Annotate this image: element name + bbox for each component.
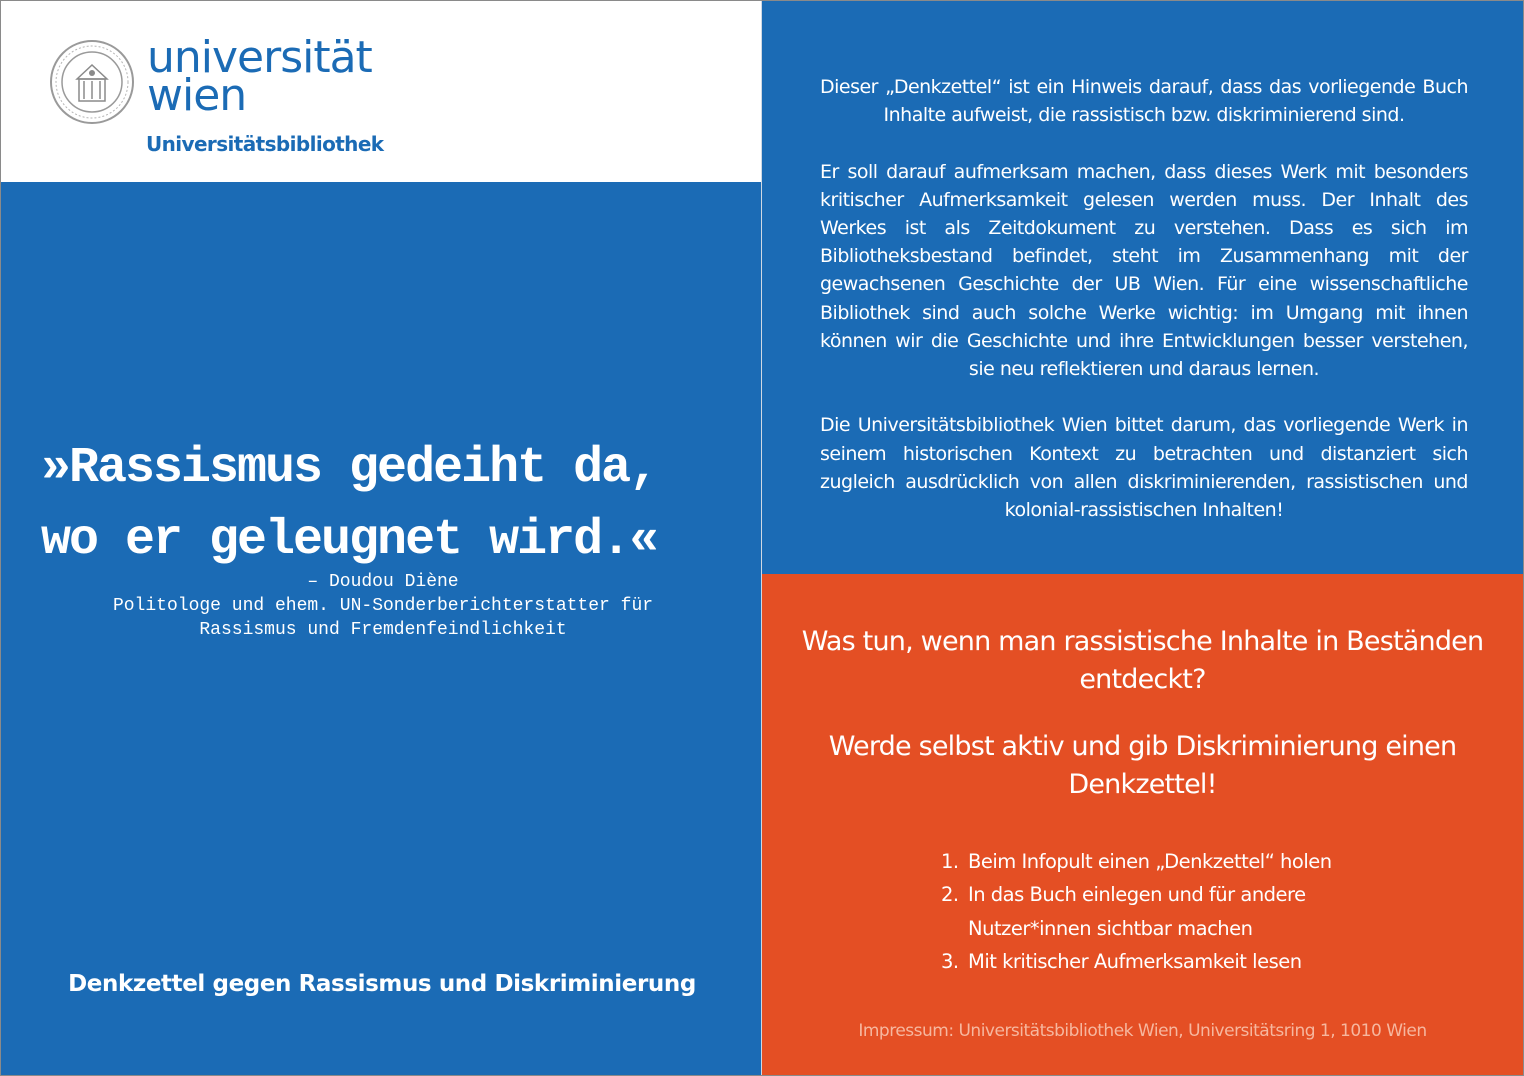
quote-line2: wo er geleugnet wird.« <box>41 512 658 569</box>
step-item <box>941 845 1361 878</box>
step-text: Beim Infopult einen „Denkzettel“ holen <box>968 850 1332 873</box>
university-seal-icon <box>49 39 135 125</box>
quote-attribution <box>1 570 765 642</box>
cta-question: Was tun, wenn man rassistische Inhalte in Beständen entdeckt? <box>801 626 1484 695</box>
wordmark-line1: universität <box>147 32 372 83</box>
steps-list <box>941 845 1361 978</box>
step-number: 1. <box>941 850 959 873</box>
call-to-action <box>762 623 1523 833</box>
step-item <box>941 945 1361 978</box>
step-number: 3. <box>941 949 959 973</box>
wordmark <box>147 32 372 121</box>
campaign-title: Denkzettel gegen Rassismus und Diskriminierung <box>68 971 696 997</box>
attribution-name: – Doudou Diène <box>307 572 459 592</box>
attribution-role-line2: Rassismus und Fremdenfeindlichkeit <box>199 620 567 640</box>
info-paragraph-2: Er soll darauf aufmerksam machen, dass dieses Werk mit besonders kritischer Aufmerksamkeit gelesen werden muss. Der Inhalt des Werkes ist als Zeitdokument zu verstehen. Dass es sich im Bibliotheksbestand befindet, steht im Zusammenhang mit der gewachsenen Geschichte der UB Wien. Für eine wissenschaftliche Bibliothek sind auch solche Werke wichtig: im Umgang mit ihnen können wir die Geschichte und ihre Entwicklungen besser verstehen, sie neu reflektieren und daraus lernen. <box>820 160 1468 381</box>
wordmark-line2: wien <box>147 70 247 121</box>
info-paragraph-3: Die Universitätsbibliothek Wien bittet darum, das vorliegende Werk in seinem historischen Kontext zu betrachten und distanziert sich zugleich ausdrücklich von allen diskriminierenden, rassistischen und kolonial-rassistischen Inhalten! <box>820 414 1468 522</box>
quote <box>41 433 741 577</box>
quote-line1: »Rassismus gedeiht da, <box>41 440 658 497</box>
impressum: Impressum: Universitätsbibliothek Wien, Universitätsring 1, 1010 Wien <box>858 1021 1427 1041</box>
info-paragraph-1: Dieser „Denkzettel“ ist ein Hinweis darauf, dass das vorliegende Buch Inhalte aufweist, die rassistisch bzw. diskriminierend sind. <box>820 76 1468 127</box>
step-text: In das Buch einlegen und für andere Nutzer*innen sichtbar machen <box>968 883 1306 940</box>
cta-call: Werde selbst aktiv und gib Diskriminierung einen Denkzettel! <box>828 731 1457 800</box>
logo-header <box>1 1 761 182</box>
attribution-role-line1: Politologe und ehem. UN-Sonderberichterstatter für <box>112 596 654 616</box>
step-text: Mit kritischer Aufmerksamkeit lesen <box>968 949 1302 973</box>
step-item <box>941 878 1361 945</box>
step-number: 2. <box>941 883 959 907</box>
library-name: Universitätsbibliothek <box>146 132 384 156</box>
info-text <box>820 73 1468 552</box>
